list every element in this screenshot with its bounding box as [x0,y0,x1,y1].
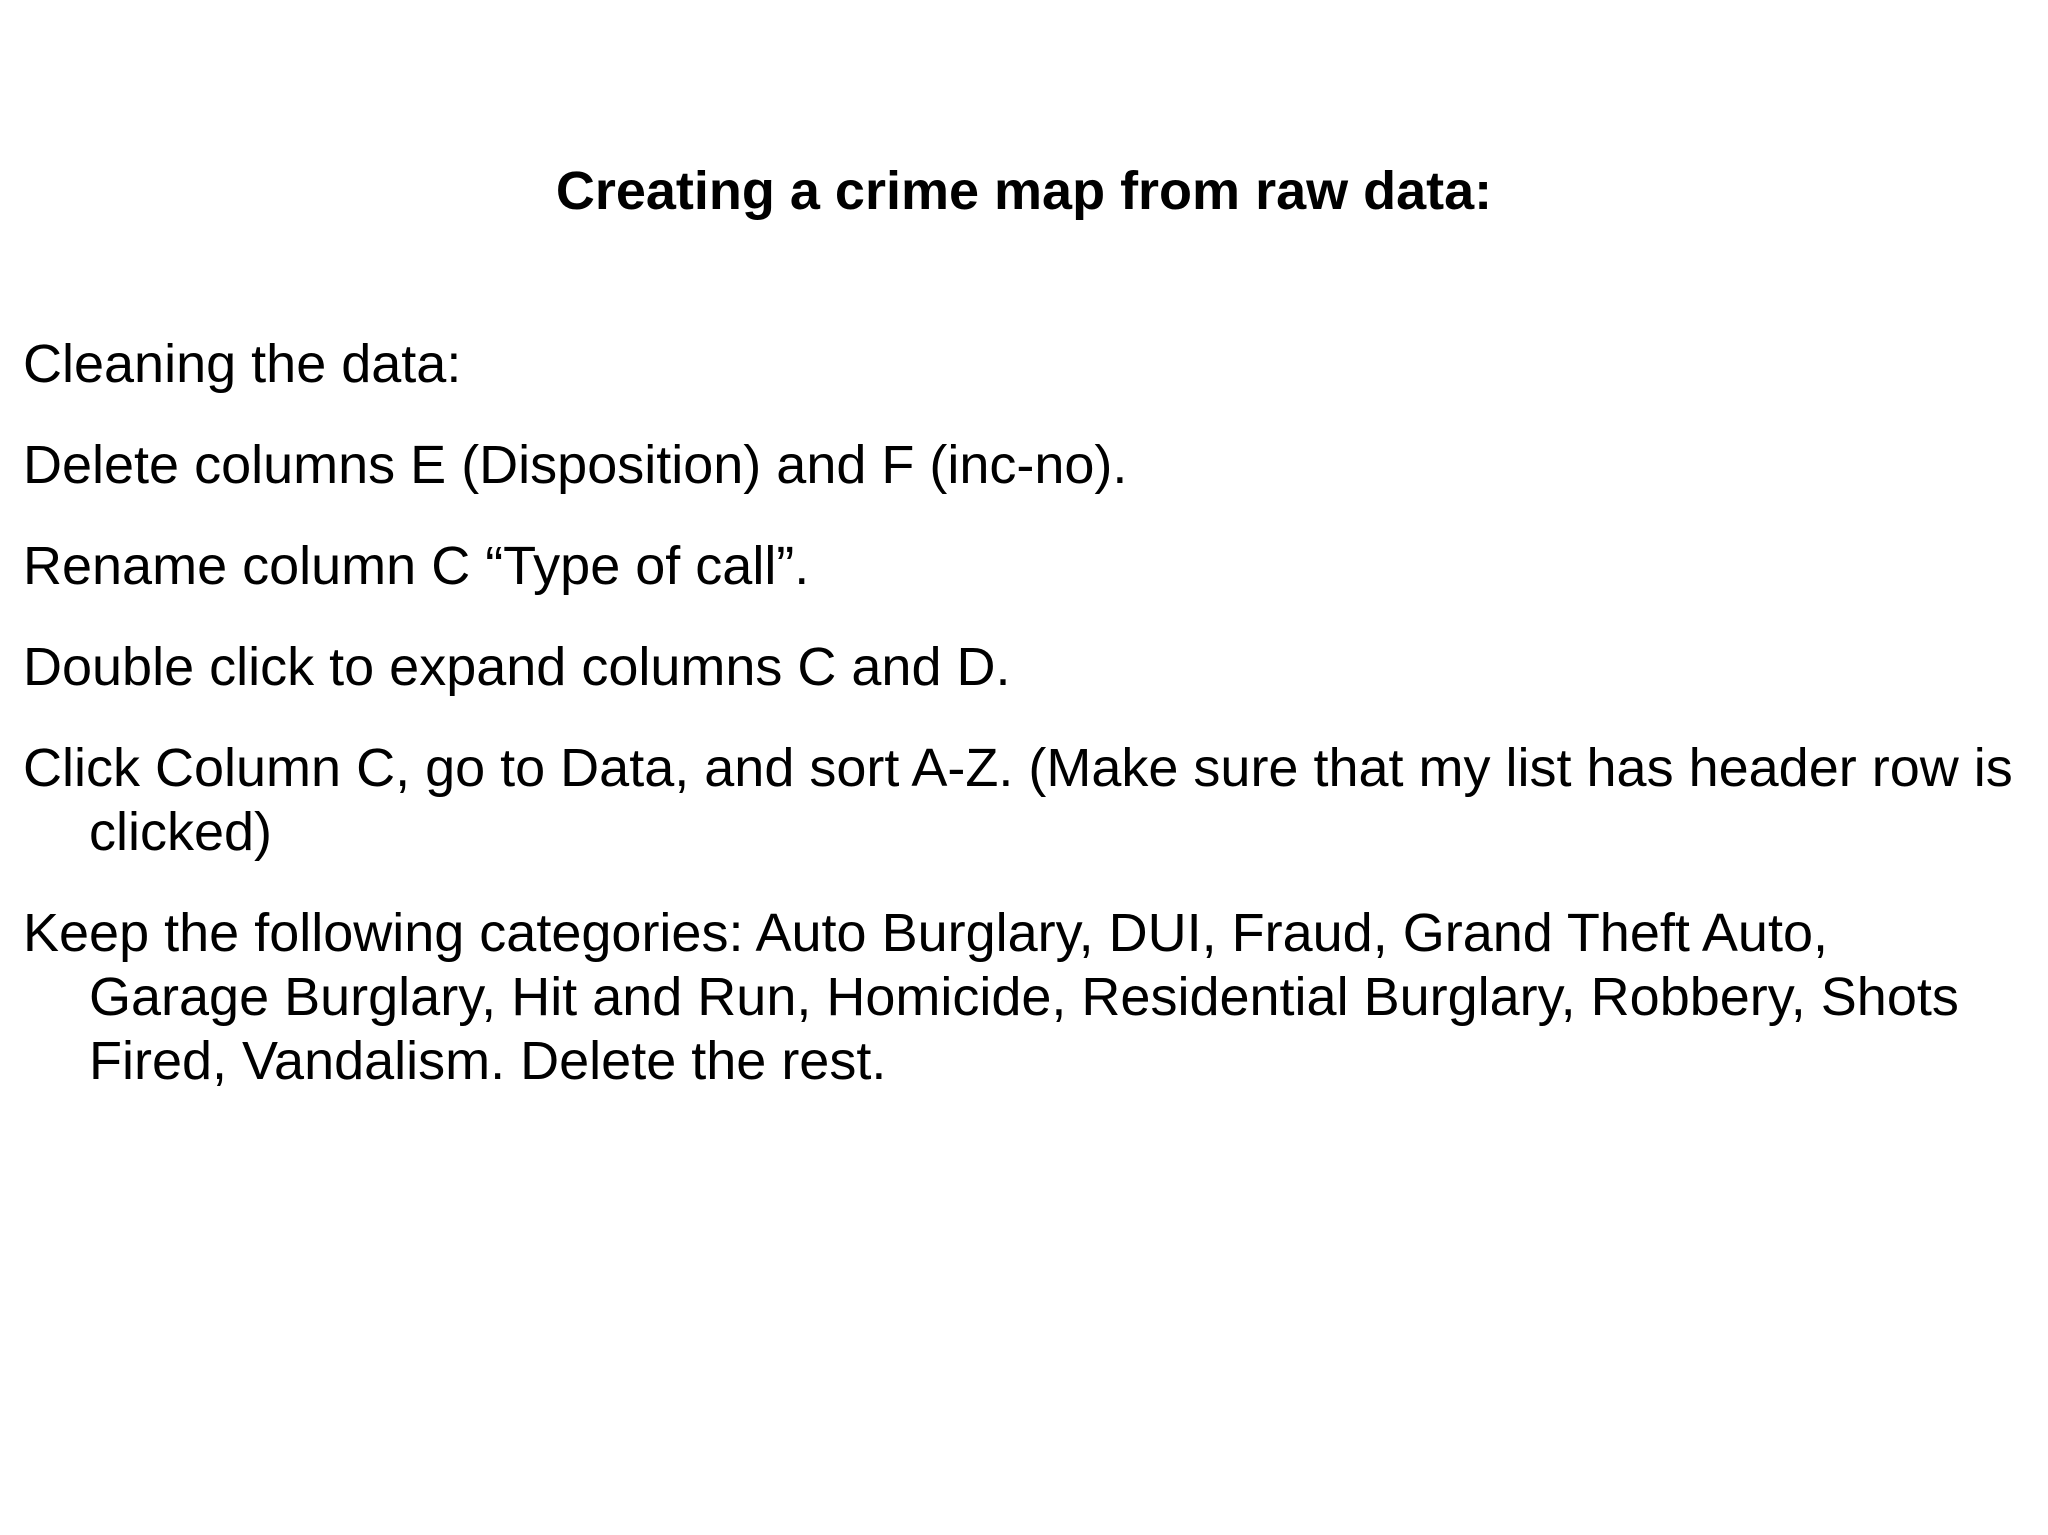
instruction-keep-categories: Keep the following categories: Auto Burglary, DUI, Fraud, Grand Theft Auto, Garage Burglary, Hit and Run, Homicide, Residential Burglary, Robbery, Shots Fired, Vandalism. Delete the rest. [23,903,1959,1091]
instruction-sort-column: Click Column C, go to Data, and sort A-Z. (Make sure that my list has header row is clicked) [23,738,2013,862]
instruction-delete-columns: Delete columns E (Disposition) and F (inc-no). [23,435,1128,495]
section-heading-cleaning: Cleaning the data: [23,334,462,394]
instruction-list [23,332,2013,1130]
slide-title: Creating a crime map from raw data: [555,161,1493,221]
instruction-rename-column: Rename column C “Type of call”. [23,536,810,596]
instruction-expand-columns: Double click to expand columns C and D. [23,637,1011,697]
